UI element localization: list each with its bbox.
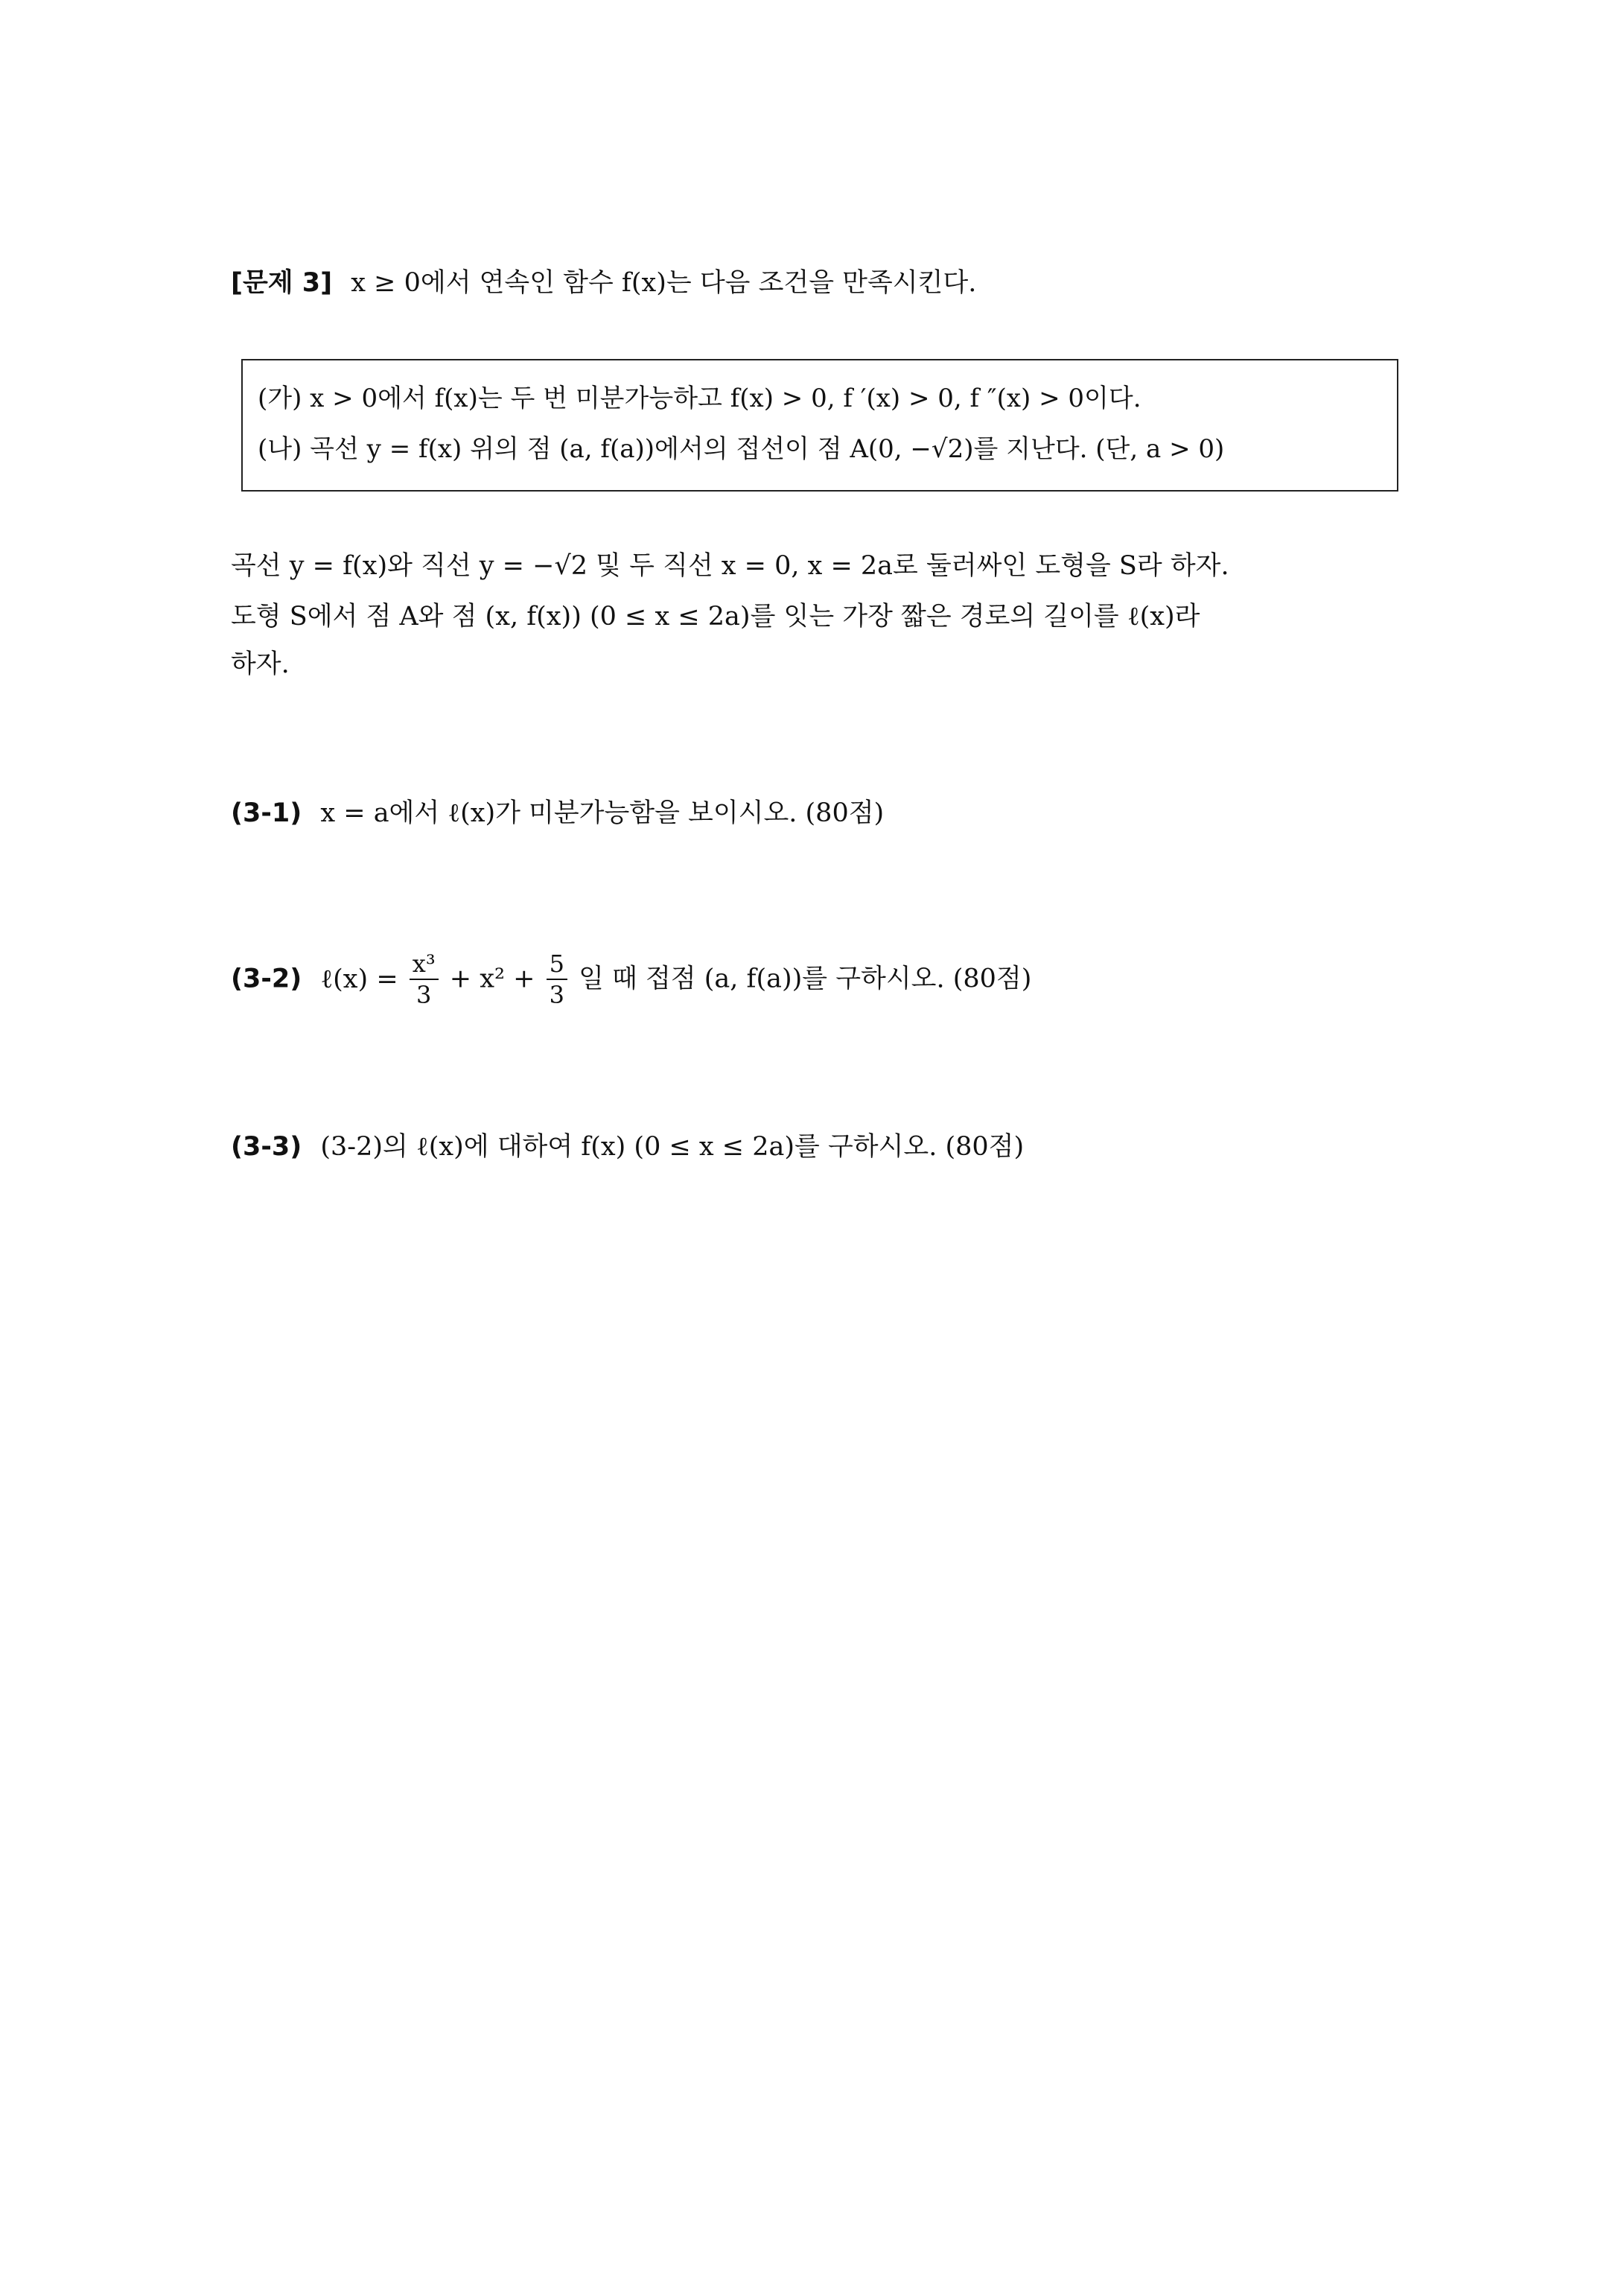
- conditions-box: [241, 359, 1398, 492]
- condition-ga: (가) x > 0에서 f(x)는 두 번 미분가능하고 f(x) > 0, f ′(x) > 0, f ″(x) > 0이다.: [258, 384, 1141, 413]
- question-3-2: [231, 944, 1031, 1013]
- fraction-5-over-3: [547, 949, 567, 1009]
- condition-na: (나) 곡선 y = f(x) 위의 점 (a, f(a))에서의 접선이 점 A(0, −√2)를 지난다. (단, a > 0): [258, 434, 1225, 464]
- question-3-2-label: (3-2): [231, 964, 302, 994]
- fraction-2-denominator: 3: [549, 980, 564, 1009]
- question-3-3: [231, 1129, 1024, 1165]
- fraction-x-cubed-over-3: [410, 949, 439, 1009]
- problem-label: [문제 3]: [231, 268, 333, 298]
- problem-statement: x ≥ 0에서 연속인 함수 f(x)는 다음 조건을 만족시킨다.: [351, 268, 977, 298]
- question-3-3-text: (3-2)의 ℓ(x)에 대하여 f(x) (0 ≤ x ≤ 2a)를 구하시오. (80점): [320, 1132, 1025, 1162]
- question-3-1-text: x = a에서 ℓ(x)가 미분가능함을 보이시오. (80점): [320, 798, 885, 828]
- question-3-1-label: (3-1): [231, 798, 302, 828]
- fraction-1-denominator: 3: [416, 980, 432, 1009]
- fraction-1-numerator: x³: [410, 952, 439, 980]
- question-3-3-label: (3-3): [231, 1132, 302, 1162]
- description-line-3: 하자.: [231, 649, 290, 679]
- description-line-1: 곡선 y = f(x)와 직선 y = −√2 및 두 직선 x = 0, x = 2a로 둘러싸인 도형을 S라 하자.: [231, 551, 1229, 581]
- fraction-2-numerator: 5: [547, 952, 567, 980]
- description-line-2: 도형 S에서 점 A와 점 (x, f(x)) (0 ≤ x ≤ 2a)를 잇는 가장 짧은 경로의 길이를 ℓ(x)라: [231, 602, 1200, 632]
- question-3-2-middle: + x² +: [449, 964, 535, 994]
- question-3-2-lhs: ℓ(x) =: [320, 964, 398, 994]
- question-3-2-rest: 일 때 접점 (a, f(a))를 구하시오. (80점): [579, 964, 1032, 994]
- question-3-1: [231, 795, 884, 831]
- problem-header: [231, 265, 976, 301]
